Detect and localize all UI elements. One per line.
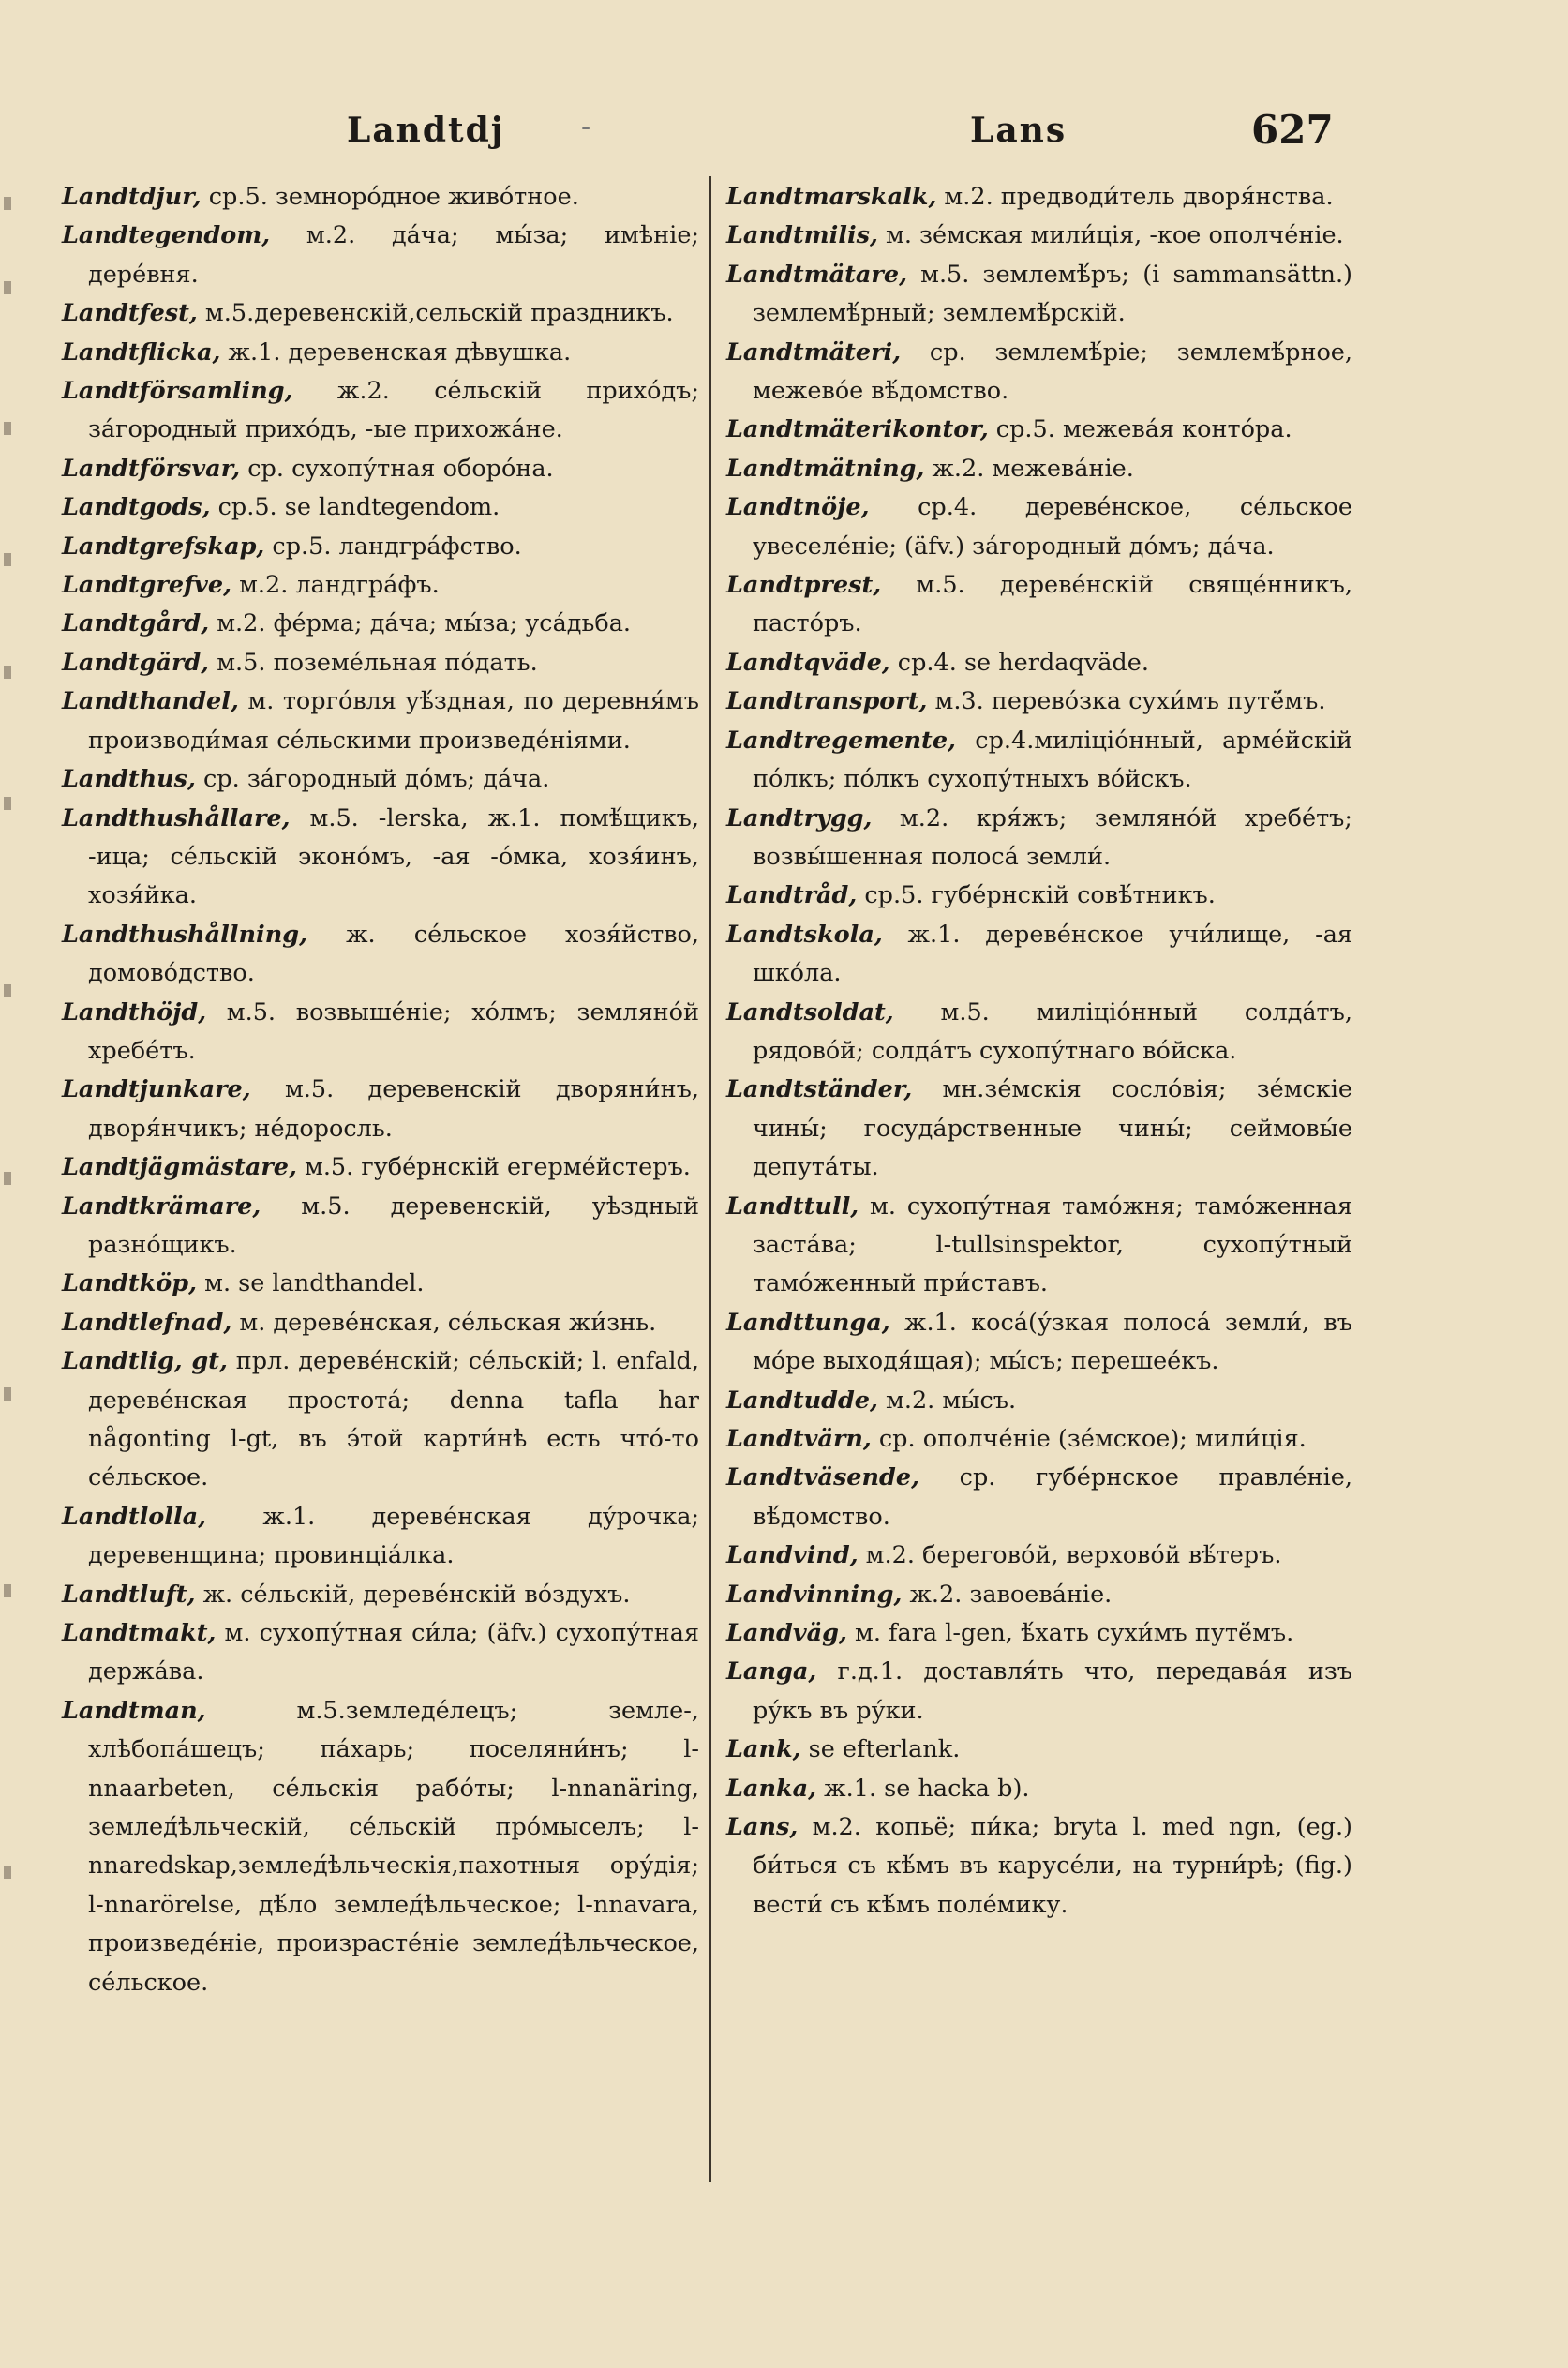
entry-headword: Lank,: [726, 1735, 801, 1764]
entry-headword: Landväg,: [726, 1619, 847, 1648]
entry-definition: прл. дереве́нскій; се́льскій; l. enfald, дереве́нская простота́; denna tafla har någonting l-gt, въ э́той карти́нѣ есть что́-то се́льское.: [88, 1347, 699, 1492]
left-column: [62, 178, 699, 2002]
dictionary-entry: [62, 334, 699, 372]
margin-index-marks: [0, 178, 19, 2241]
entry-headword: Landtnöje,: [726, 493, 870, 522]
entry-definition: м.5. деревенскій, уѣздный разно́щикъ.: [88, 1191, 699, 1259]
dictionary-entry: [62, 760, 699, 799]
entry-definition: ср. ополче́ніе (зе́мское); мили́ція.: [871, 1425, 1307, 1453]
dictionary-entry: [726, 1459, 1352, 1536]
dictionary-entry: [726, 1614, 1352, 1653]
dictionary-entry: [62, 294, 699, 333]
dictionary-entry: [726, 411, 1352, 449]
entry-definition: ср.5. ландгра́фство.: [264, 532, 522, 561]
dictionary-entry: [726, 722, 1352, 800]
page-number: 627: [1251, 107, 1334, 153]
dictionary-entry: [62, 682, 699, 760]
dictionary-entry: [726, 566, 1352, 644]
right-guide-word: Lans: [970, 111, 1068, 150]
entry-definition: ж.1. дереве́нская ду́рочка; деревенщина; провинціа́лка.: [88, 1502, 699, 1570]
entry-headword: Landtlefnad,: [62, 1308, 232, 1337]
entry-definition: м. сухопу́тная си́ла; (äfv.) сухопу́тная держа́ва.: [88, 1619, 699, 1686]
right-column: [726, 178, 1352, 1925]
dictionary-entry: [726, 1304, 1352, 1382]
entry-definition: м. сухопу́тная тамо́жня; тамо́женная заста́ва; l-tullsinspektor, сухопу́тный тамо́женный при́ставъ.: [753, 1191, 1352, 1298]
dictionary-entry: [62, 217, 699, 294]
dictionary-entry: [62, 994, 699, 1072]
dictionary-entry: [726, 1808, 1352, 1925]
header-dash: -: [581, 111, 591, 143]
entry-headword: Landtväsende,: [726, 1463, 919, 1492]
entry-headword: Landtköp,: [62, 1269, 197, 1298]
entry-definition: ср. за́городный до́мъ; да́ча.: [195, 765, 550, 794]
entry-headword: Landtregemente,: [726, 726, 956, 755]
dictionary-entry: [726, 1576, 1352, 1614]
dictionary-entry: [726, 334, 1352, 412]
column-divider: [709, 176, 711, 2182]
dictionary-entry: [62, 1342, 699, 1498]
entry-headword: Landtmarskalk,: [726, 183, 937, 211]
entry-definition: м.3. перево́зка сухи́мъ путё́мъ.: [927, 687, 1326, 716]
entry-headword: Landtqväde,: [726, 648, 890, 677]
entry-definition: ср.5. se landtegendom.: [210, 493, 500, 522]
entry-headword: Landthöjd,: [62, 997, 207, 1027]
dictionary-entry: [726, 644, 1352, 682]
dictionary-entry: [62, 916, 699, 994]
entry-definition: м. fara l-gen, ѣ́хать сухи́мъ путё́мъ.: [846, 1619, 1294, 1648]
entry-headword: Landtransport,: [726, 687, 928, 716]
entry-headword: Landttull,: [726, 1191, 859, 1221]
entry-headword: Landtdjur,: [62, 183, 202, 211]
entry-definition: ср.5. губе́рнскій совѣ́тникъ.: [857, 881, 1216, 910]
entry-definition: м.5. возвыше́ніе; хо́лмъ; земляно́й хребе́тъ.: [88, 997, 699, 1065]
entry-definition: ж.1. деревенская дѣвушка.: [220, 337, 572, 367]
entry-headword: Landtman,: [62, 1696, 206, 1725]
entry-definition: ср.5. межева́я конто́ра.: [988, 415, 1292, 444]
dictionary-entry: [726, 1731, 1352, 1769]
dictionary-entry: [62, 605, 699, 643]
entry-headword: Landvind,: [726, 1541, 859, 1570]
dictionary-entry: [726, 877, 1352, 915]
entry-definition: м.2. ландгра́фъ.: [231, 571, 440, 600]
dictionary-entry: [726, 256, 1352, 334]
entry-definition: м.2. копьё; пи́ка; bryta l. med ngn, (eg.) би́ться съ кѣ́мъ въ карусе́ли, на турни́рѣ; (fig.) вести́ съ кѣ́мъ поле́мику.: [753, 1813, 1352, 1919]
entry-definition: ср. губе́рнское правле́ніе, вѣ́домство.: [753, 1463, 1352, 1531]
entry-definition: м.5. губе́рнскій егерме́йстеръ.: [296, 1153, 691, 1182]
entry-definition: м.5.земледе́лецъ; земле-, хлѣбопа́шецъ; па́харь; поселяни́нъ; l-nnaarbeten, се́льскія рабо́ты; l-nnanäring, землед́ѣльческій, се́льскій про́мыселъ; l-nnaredskap,землед́ѣльческія,пахотныя ору́дія; l-nnarörelse, дѣ́ло землед́ѣльческое; l-nnavara, произведе́ніе, произрасте́ніе землед́ѣльческое, се́льское.: [88, 1696, 699, 1997]
entry-headword: Landtsoldat,: [726, 997, 894, 1027]
entry-headword: Landtluft,: [62, 1580, 196, 1609]
entry-definition: м.2. берегово́й, верхово́й вѣ́теръ.: [858, 1541, 1282, 1570]
entry-headword: Landtvärn,: [726, 1425, 872, 1453]
dictionary-entry: [62, 488, 699, 527]
dictionary-entry: [726, 217, 1352, 255]
entry-headword: Landtskola,: [726, 920, 883, 949]
entry-headword: Landthus,: [62, 765, 196, 794]
entry-headword: Landtgärd,: [62, 648, 210, 677]
entry-definition: ж.2. се́льскій прихо́дъ; за́городный прихо́дъ, -ые прихожа́не.: [88, 377, 699, 444]
entry-definition: se efterlank.: [800, 1735, 961, 1764]
entry-headword: Landtförsvar,: [62, 454, 241, 483]
entry-definition: м. дереве́нская, се́льская жи́знь.: [231, 1308, 657, 1337]
entry-headword: Landtlig, gt,: [62, 1347, 228, 1376]
entry-definition: ср.4. дереве́нское, се́льское увеселе́ніе; (äfv.) за́городный до́мъ; да́ча.: [753, 493, 1352, 561]
entry-definition: м.5. дереве́нскій свяще́нникъ, пасто́ръ.: [753, 571, 1352, 638]
dictionary-entry: [726, 1382, 1352, 1420]
entry-definition: ж. се́льскій, дереве́нскій во́здухъ.: [195, 1580, 631, 1609]
dictionary-entry: [726, 488, 1352, 566]
entry-definition: м.2. мы́съ.: [877, 1386, 1017, 1415]
dictionary-entry: [62, 1498, 699, 1576]
dictionary-entry: [62, 372, 699, 450]
entry-definition: мн.зе́мскія сосло́вія; зе́мскіе чины́; госуда́рственные чины́; сеймовы́е депута́ты.: [753, 1075, 1352, 1182]
entry-definition: м.5. -lerska, ж.1. помѣ́щикъ, -ица; се́льскій эконо́мъ, -ая -о́мка, хозя́инъ, хозя́йка.: [88, 803, 699, 910]
dictionary-entry: [726, 682, 1352, 721]
entry-headword: Landthushållare,: [62, 803, 291, 832]
dictionary-entry: [62, 1071, 699, 1148]
entry-definition: ж.2. завоева́ніе.: [902, 1580, 1113, 1609]
dictionary-entry: [726, 1536, 1352, 1575]
entry-definition: ср.4.миліціо́нный, арме́йскій по́лкъ; по́лкъ сухопу́тныхъ во́йскъ.: [753, 726, 1352, 794]
dictionary-entry: [62, 1576, 699, 1614]
entry-headword: Landtständer,: [726, 1075, 913, 1104]
dictionary-entry: [726, 450, 1352, 488]
entry-definition: м.2. да́ча; мы́за; имѣніе; дере́вня.: [88, 221, 699, 289]
dictionary-entry: [726, 1770, 1352, 1808]
dictionary-entry: [62, 178, 699, 217]
dictionary-entry: [62, 1148, 699, 1187]
entry-headword: Landtflicka,: [62, 337, 221, 367]
dictionary-entry: [726, 1071, 1352, 1187]
entry-definition: м.2. фе́рма; да́ча; мы́за; уса́дьба.: [209, 609, 632, 638]
running-header: [0, 107, 1568, 157]
entry-headword: Landtgrefskap,: [62, 532, 265, 561]
entry-headword: Landtprest,: [726, 571, 882, 600]
dictionary-entry: [726, 178, 1352, 217]
entry-headword: Landthushållning,: [62, 920, 307, 949]
entry-headword: Landtgård,: [62, 609, 210, 638]
entry-headword: Landtfest,: [62, 299, 198, 328]
entry-headword: Landtförsamling,: [62, 377, 293, 406]
dictionary-entry: [726, 800, 1352, 877]
dictionary-entry: [62, 1188, 699, 1266]
entry-definition: м.5. миліціо́нный солда́тъ, рядово́й; солда́тъ сухопу́тнаго во́йска.: [753, 997, 1352, 1065]
dictionary-entry: [62, 644, 699, 682]
entry-headword: Landtråd,: [726, 881, 858, 910]
entry-headword: Landttunga,: [726, 1308, 890, 1337]
entry-definition: м.2. кря́жъ; земляно́й хребе́тъ; возвы́шенная полоса́ земли́.: [753, 803, 1352, 871]
entry-definition: ж.2. межева́ніе.: [924, 454, 1134, 483]
dictionary-entry: [62, 450, 699, 488]
entry-definition: ср.4. se herdaqväde.: [889, 648, 1149, 677]
entry-definition: м.5. поземе́льная по́дать.: [209, 648, 538, 677]
entry-headword: Landtgrefve,: [62, 571, 231, 600]
entry-definition: ж.1. дереве́нское учи́лище, -ая шко́ла.: [753, 920, 1352, 988]
entry-headword: Landtjägmästare,: [62, 1153, 297, 1182]
entry-headword: Landtudde,: [726, 1386, 878, 1415]
entry-definition: м.5. землемѣ́ръ; (i sammansättn.) землемѣ́рный; землемѣ́рскій.: [753, 260, 1352, 328]
entry-headword: Landtmakt,: [62, 1619, 217, 1648]
entry-definition: ср. сухопу́тная оборо́на.: [240, 454, 554, 483]
entry-definition: м.2. предводи́тель дворя́нства.: [936, 183, 1334, 211]
dictionary-entry: [726, 1188, 1352, 1304]
entry-headword: Landtjunkare,: [62, 1075, 251, 1104]
left-guide-word: Landtdj: [347, 111, 505, 150]
dictionary-entry: [62, 800, 699, 916]
entry-headword: Landtmätning,: [726, 454, 925, 483]
entry-headword: Landtmäteri,: [726, 337, 902, 367]
dictionary-entry: [726, 1420, 1352, 1459]
entry-definition: ср.5. земноро́дное живо́тное.: [201, 183, 579, 211]
entry-definition: м. se landthandel.: [197, 1269, 425, 1298]
entry-headword: Landvinning,: [726, 1580, 903, 1609]
dictionary-entry: [62, 1614, 699, 1692]
entry-headword: Landtkrämare,: [62, 1191, 261, 1221]
entry-definition: ж.1. коса́(у́зкая полоса́ земли́, въ мо́ре выходя́щая); мы́съ; перешее́къ.: [753, 1308, 1352, 1376]
entry-headword: Landtmäterikontor,: [726, 415, 989, 444]
entry-definition: м. зе́мская мили́ція, -кое ополче́ніе.: [877, 221, 1344, 250]
entry-headword: Landtmilis,: [726, 221, 878, 250]
dictionary-entry: [726, 994, 1352, 1072]
entry-definition: м.5. деревенскій дворяни́нъ, дворя́нчикъ; не́доросль.: [88, 1075, 699, 1143]
entry-definition: г.д.1. доставля́ть что, передава́я изъ ру́къ въ ру́ки.: [753, 1657, 1352, 1725]
entry-headword: Landtmätare,: [726, 260, 907, 289]
entry-headword: Landthandel,: [62, 687, 239, 716]
entry-headword: Landtegendom,: [62, 221, 271, 250]
entry-headword: Landtlolla,: [62, 1502, 207, 1531]
entry-definition: ж.1. se hacka b).: [816, 1774, 1030, 1803]
dictionary-entry: [62, 1304, 699, 1342]
entry-definition: ср. землемѣ́ріе; землемѣ́рное, межево́е вѣ́домство.: [753, 337, 1352, 406]
entry-headword: Landtrygg,: [726, 803, 873, 832]
entry-definition: м. торго́вля уѣ́здная, по деревня́мъ производи́мая се́льскими произведе́ніями.: [88, 687, 699, 755]
entry-headword: Lanka,: [726, 1774, 817, 1803]
dictionary-entry: [62, 528, 699, 566]
dictionary-entry: [62, 1692, 699, 2002]
dictionary-entry: [62, 566, 699, 605]
dictionary-entry: [726, 1653, 1352, 1731]
entry-headword: Lans,: [726, 1813, 799, 1842]
dictionary-entry: [726, 916, 1352, 994]
dictionary-entry: [62, 1265, 699, 1303]
entry-headword: Landtgods,: [62, 493, 211, 522]
entry-definition: м.5.деревенскій,сельскій праздникъ.: [197, 299, 674, 328]
entry-headword: Langa,: [726, 1657, 817, 1686]
entry-definition: ж. се́льское хозя́йство, домово́дство.: [88, 920, 699, 988]
